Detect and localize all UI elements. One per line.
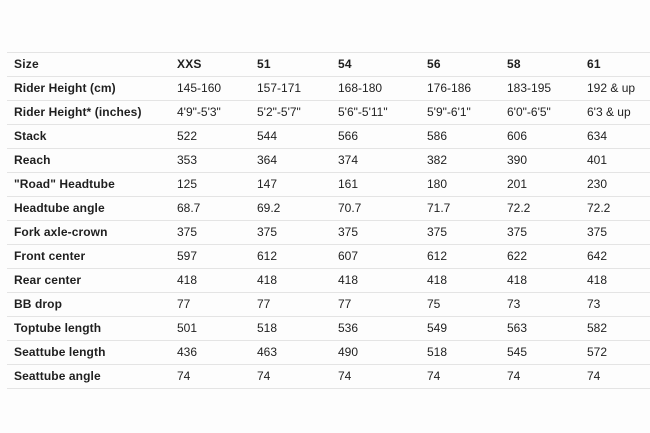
table-row bbox=[7, 197, 650, 221]
column-header-xxs: XXS bbox=[177, 57, 202, 71]
table-header-row bbox=[7, 53, 650, 77]
row-label: Fork axle-crown bbox=[14, 225, 108, 239]
cell-value: 183-195 bbox=[507, 81, 552, 95]
cell-value: 168-180 bbox=[338, 81, 383, 95]
table-row bbox=[7, 245, 650, 269]
cell-value: 418 bbox=[427, 273, 448, 287]
cell-value: 501 bbox=[177, 321, 198, 335]
row-label: BB drop bbox=[14, 297, 63, 311]
cell-value: 147 bbox=[257, 177, 278, 191]
cell-value: 490 bbox=[338, 345, 359, 359]
cell-value: 607 bbox=[338, 249, 359, 263]
cell-value: 180 bbox=[427, 177, 448, 191]
cell-value: 522 bbox=[177, 129, 198, 143]
table-row bbox=[7, 173, 650, 197]
cell-value: 6'0"-6'5" bbox=[507, 105, 551, 119]
table-row bbox=[7, 317, 650, 341]
table-row bbox=[7, 365, 650, 389]
row-label: Toptube length bbox=[14, 321, 102, 335]
cell-value: 74 bbox=[177, 369, 191, 383]
cell-value: 518 bbox=[257, 321, 278, 335]
row-label: Seattube length bbox=[14, 345, 106, 359]
row-label: "Road" Headtube bbox=[14, 177, 115, 191]
cell-value: 74 bbox=[338, 369, 352, 383]
table-row bbox=[7, 125, 650, 149]
cell-value: 74 bbox=[427, 369, 441, 383]
row-label: Rider Height* (inches) bbox=[14, 105, 142, 119]
cell-value: 70.7 bbox=[338, 201, 362, 215]
table-row bbox=[7, 101, 650, 125]
cell-value: 375 bbox=[427, 225, 448, 239]
cell-value: 418 bbox=[177, 273, 198, 287]
cell-value: 77 bbox=[257, 297, 271, 311]
cell-value: 201 bbox=[507, 177, 528, 191]
row-label: Front center bbox=[14, 249, 86, 263]
cell-value: 418 bbox=[507, 273, 528, 287]
cell-value: 77 bbox=[177, 297, 191, 311]
cell-value: 390 bbox=[507, 153, 528, 167]
cell-value: 544 bbox=[257, 129, 278, 143]
cell-value: 418 bbox=[338, 273, 359, 287]
table-row bbox=[7, 269, 650, 293]
column-header-54: 54 bbox=[338, 57, 352, 71]
cell-value: 192 & up bbox=[587, 81, 636, 95]
cell-value: 418 bbox=[257, 273, 278, 287]
cell-value: 72.2 bbox=[507, 201, 531, 215]
cell-value: 382 bbox=[427, 153, 448, 167]
cell-value: 375 bbox=[257, 225, 278, 239]
column-header-56: 56 bbox=[427, 57, 441, 71]
cell-value: 5'9"-6'1" bbox=[427, 105, 471, 119]
cell-value: 545 bbox=[507, 345, 528, 359]
cell-value: 74 bbox=[507, 369, 521, 383]
cell-value: 374 bbox=[338, 153, 359, 167]
cell-value: 572 bbox=[587, 345, 608, 359]
cell-value: 161 bbox=[338, 177, 359, 191]
column-header-51: 51 bbox=[257, 57, 271, 71]
cell-value: 69.2 bbox=[257, 201, 281, 215]
table-body bbox=[7, 77, 650, 389]
cell-value: 230 bbox=[587, 177, 608, 191]
cell-value: 436 bbox=[177, 345, 198, 359]
cell-value: 586 bbox=[427, 129, 448, 143]
cell-value: 72.2 bbox=[587, 201, 611, 215]
row-label: Seattube angle bbox=[14, 369, 101, 383]
cell-value: 401 bbox=[587, 153, 608, 167]
cell-value: 549 bbox=[427, 321, 448, 335]
cell-value: 77 bbox=[338, 297, 352, 311]
cell-value: 463 bbox=[257, 345, 278, 359]
column-header-61: 61 bbox=[587, 57, 601, 71]
cell-value: 536 bbox=[338, 321, 359, 335]
cell-value: 518 bbox=[427, 345, 448, 359]
cell-value: 125 bbox=[177, 177, 198, 191]
cell-value: 612 bbox=[257, 249, 278, 263]
cell-value: 597 bbox=[177, 249, 198, 263]
cell-value: 375 bbox=[507, 225, 528, 239]
cell-value: 157-171 bbox=[257, 81, 302, 95]
cell-value: 582 bbox=[587, 321, 608, 335]
cell-value: 642 bbox=[587, 249, 608, 263]
cell-value: 634 bbox=[587, 129, 608, 143]
row-label: Rider Height (cm) bbox=[14, 81, 116, 95]
table-row bbox=[7, 77, 650, 101]
cell-value: 622 bbox=[507, 249, 528, 263]
cell-value: 563 bbox=[507, 321, 528, 335]
cell-value: 68.7 bbox=[177, 201, 201, 215]
cell-value: 176-186 bbox=[427, 81, 472, 95]
cell-value: 375 bbox=[338, 225, 359, 239]
column-header-size: Size bbox=[14, 57, 39, 71]
column-header-58: 58 bbox=[507, 57, 521, 71]
cell-value: 73 bbox=[507, 297, 521, 311]
row-label: Rear center bbox=[14, 273, 82, 287]
cell-value: 74 bbox=[587, 369, 601, 383]
cell-value: 364 bbox=[257, 153, 278, 167]
cell-value: 606 bbox=[507, 129, 528, 143]
cell-value: 353 bbox=[177, 153, 198, 167]
cell-value: 5'2"-5'7" bbox=[257, 105, 301, 119]
cell-value: 612 bbox=[427, 249, 448, 263]
cell-value: 566 bbox=[338, 129, 359, 143]
cell-value: 375 bbox=[587, 225, 608, 239]
cell-value: 5'6"-5'11" bbox=[338, 105, 388, 119]
table-row bbox=[7, 221, 650, 245]
cell-value: 4'9"-5'3" bbox=[177, 105, 221, 119]
cell-value: 73 bbox=[587, 297, 601, 311]
cell-value: 145-160 bbox=[177, 81, 222, 95]
cell-value: 74 bbox=[257, 369, 271, 383]
table-row bbox=[7, 149, 650, 173]
cell-value: 75 bbox=[427, 297, 441, 311]
table-row bbox=[7, 293, 650, 317]
cell-value: 71.7 bbox=[427, 201, 451, 215]
row-label: Reach bbox=[14, 153, 51, 167]
cell-value: 6'3 & up bbox=[587, 105, 631, 119]
row-label: Stack bbox=[14, 129, 47, 143]
row-label: Headtube angle bbox=[14, 201, 105, 215]
table-row bbox=[7, 341, 650, 365]
cell-value: 375 bbox=[177, 225, 198, 239]
cell-value: 418 bbox=[587, 273, 608, 287]
geometry-sizing-table bbox=[7, 52, 650, 389]
